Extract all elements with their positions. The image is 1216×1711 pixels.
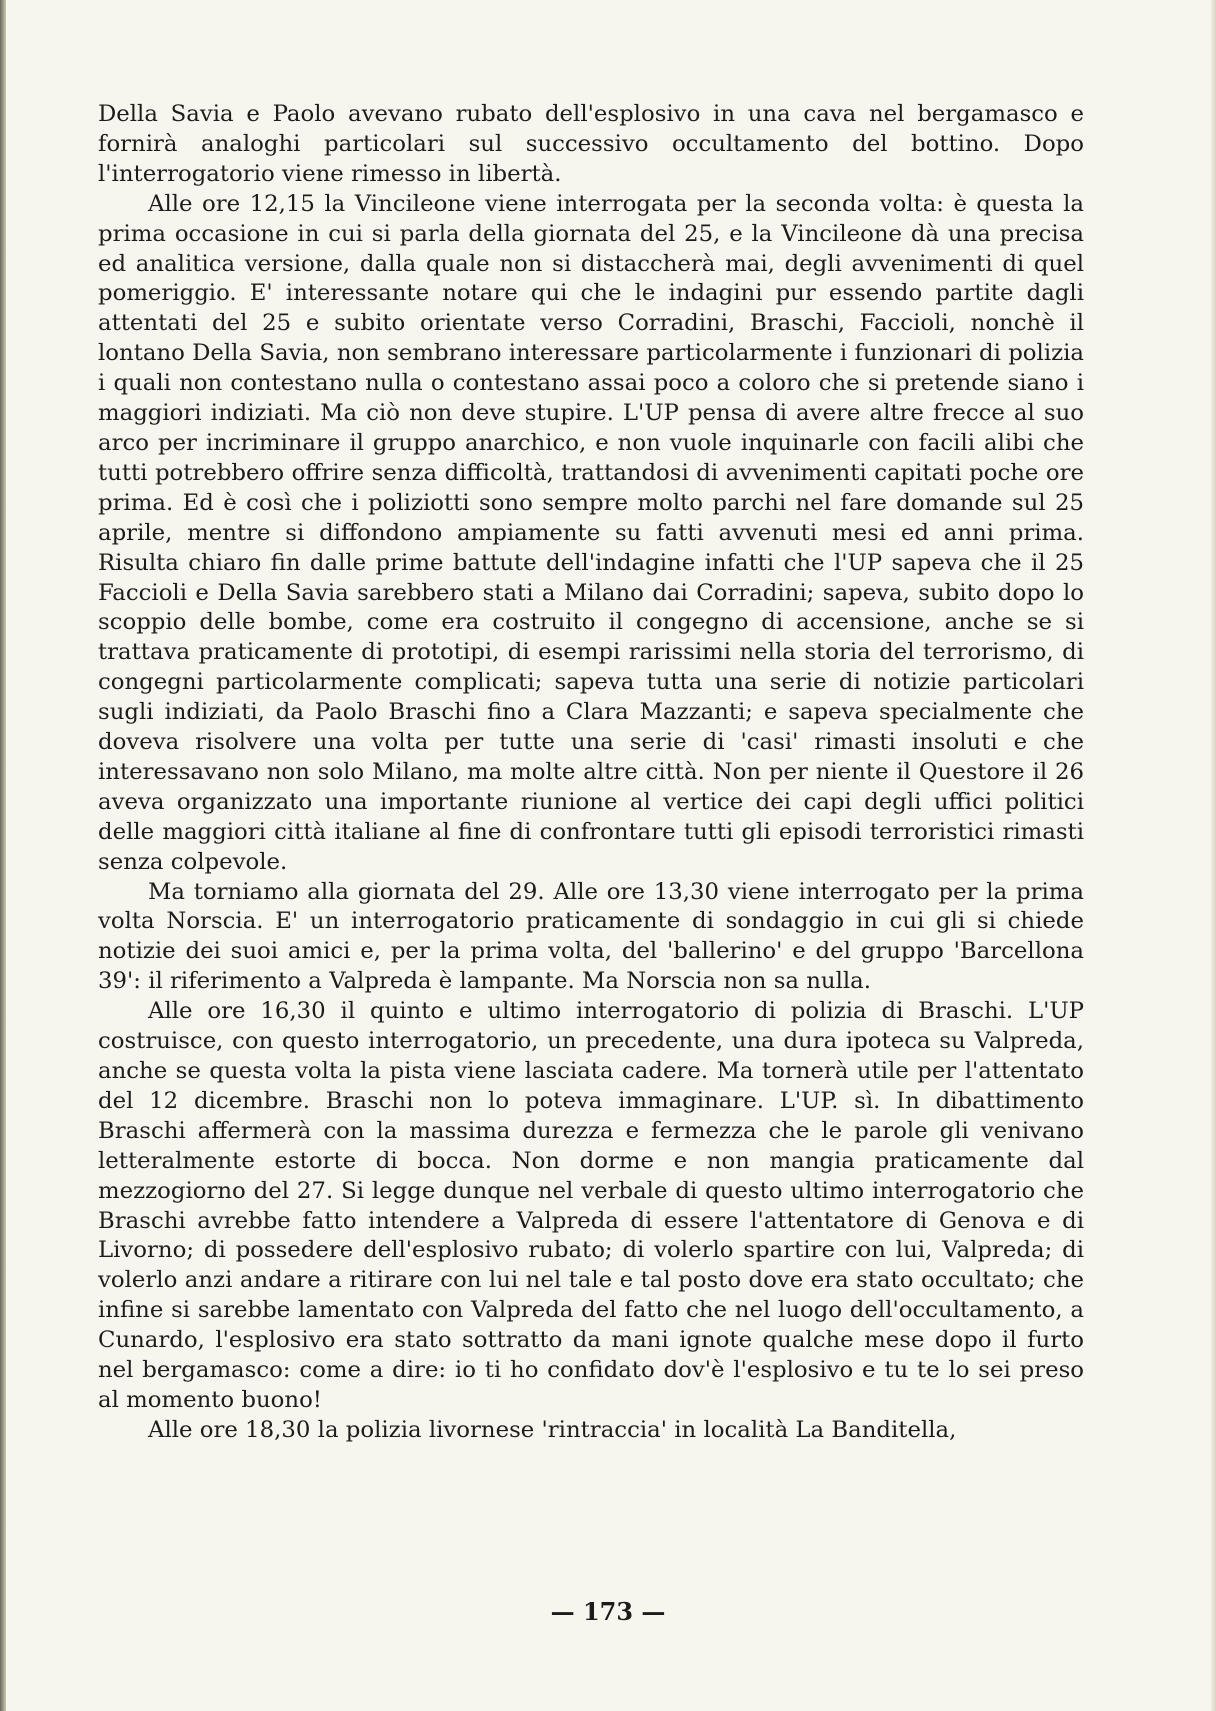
page-right-edge (1211, 0, 1216, 1711)
paragraph: Alle ore 12,15 la Vincileone viene interrogata per la seconda volta: è questa la prima occasione in cui si parla della giornata del 25, e la Vincileone dà una precisa ed analitica versione, dalla quale non si distaccherà mai, degli avvenimenti di quel pomeriggio. E' interessante notare qui che le indagini pur essendo partite dagli attentati del 25 e subito orientate verso Corradini, Braschi, Faccioli, nonchè il lontano Della Savia, non sembrano interessare particolarmente i funzionari di polizia i quali non contestano nulla o contestano assai poco a coloro che si pretende siano i maggiori indiziati. Ma ciò non deve stupire. L'UP pensa di avere altre frecce al suo arco per incriminare il gruppo anarchico, e non vuole inquinarle con facili alibi che tutti potrebbero offrire senza difficoltà, trattandosi di avvenimenti capitati poche ore prima. Ed è così che i poliziotti sono sempre molto parchi nel fare domande sul 25 aprile, mentre si diffondono ampiamente su fatti avvenuti mesi ed anni prima. Risulta chiaro fin dalle prime battute dell'indagine infatti che l'UP sapeva che il 25 Faccioli e Della Savia sarebbero stati a Milano dai Corradini; sapeva, subito dopo lo scoppio delle bombe, come era costruito il congegno di accensione, anche se si trattava praticamente di prototipi, di esempi rarissimi nella storia del terrorismo, di congegni particolarmente complicati; sapeva tutta una serie di notizie particolari sugli indiziati, da Paolo Braschi fino a Clara Mazzanti; e sapeva specialmente che doveva risolvere una volta per tutte una serie di 'casi' rimasti insoluti e che interessavano non solo Milano, ma molte altre città. Non per niente il Questore il 26 aveva organizzato una importante riunione al vertice dei capi degli uffici politici delle maggiori città italiane al fine di confrontare tutti gli episodi terroristici rimasti senza colpevole. (98, 190, 1084, 875)
paragraph: Alle ore 18,30 la polizia livornese 'rintraccia' in località La Banditella, (148, 1416, 957, 1443)
page-number: — 173 — (550, 1597, 666, 1626)
body-text (98, 100, 1084, 1446)
page-left-edge (0, 0, 6, 1711)
paragraph: Della Savia e Paolo avevano rubato dell'esplosivo in una cava nel bergamasco e fornirà analoghi particolari sul successivo occultamento del bottino. Dopo l'interrogatorio viene rimesso in libertà. (98, 101, 1084, 187)
paragraph: Ma torniamo alla giornata del 29. Alle ore 13,30 viene interrogato per la prima volta Norscia. E' un interrogatorio praticamente di sondaggio in cui gli si chiede notizie dei suoi amici e, per la prima volta, del 'ballerino' e del gruppo 'Barcellona 39': il riferimento a Valpreda è lampante. Ma Norscia non sa nulla. (98, 878, 1084, 995)
paragraph: Alle ore 16,30 il quinto e ultimo interrogatorio di polizia di Braschi. L'UP costruisce, con questo interrogatorio, un precedente, una dura ipoteca su Valpreda, anche se questa volta la pista viene lasciata cadere. Ma tornerà utile per l'attentato del 12 dicembre. Braschi non lo poteva immaginare. L'UP. sì. In dibattimento Braschi affermerà con la massima durezza e fermezza che le parole gli venivano letteralmente estorte di bocca. Non dorme e non mangia praticamente dal mezzogiorno del 27. Si legge dunque nel verbale di questo ultimo interrogatorio che Braschi avrebbe fatto intendere a Valpreda di essere l'attentatore di Genova e di Livorno; di possedere dell'esplosivo rubato; di volerlo spartire con lui, Valpreda; di volerlo anzi andare a ritirare con lui nel tale e tal posto dove era stato occultato; che infine si sarebbe lamentato con Valpreda del fatto che nel luogo dell'occultamento, a Cunardo, l'esplosivo era stato sottratto da mani ignote qualche mese dopo il furto nel bergamasco: come a dire: io ti ho confidato dov'è l'esplosivo e tu te lo sei preso al momento buono! (98, 998, 1084, 1413)
